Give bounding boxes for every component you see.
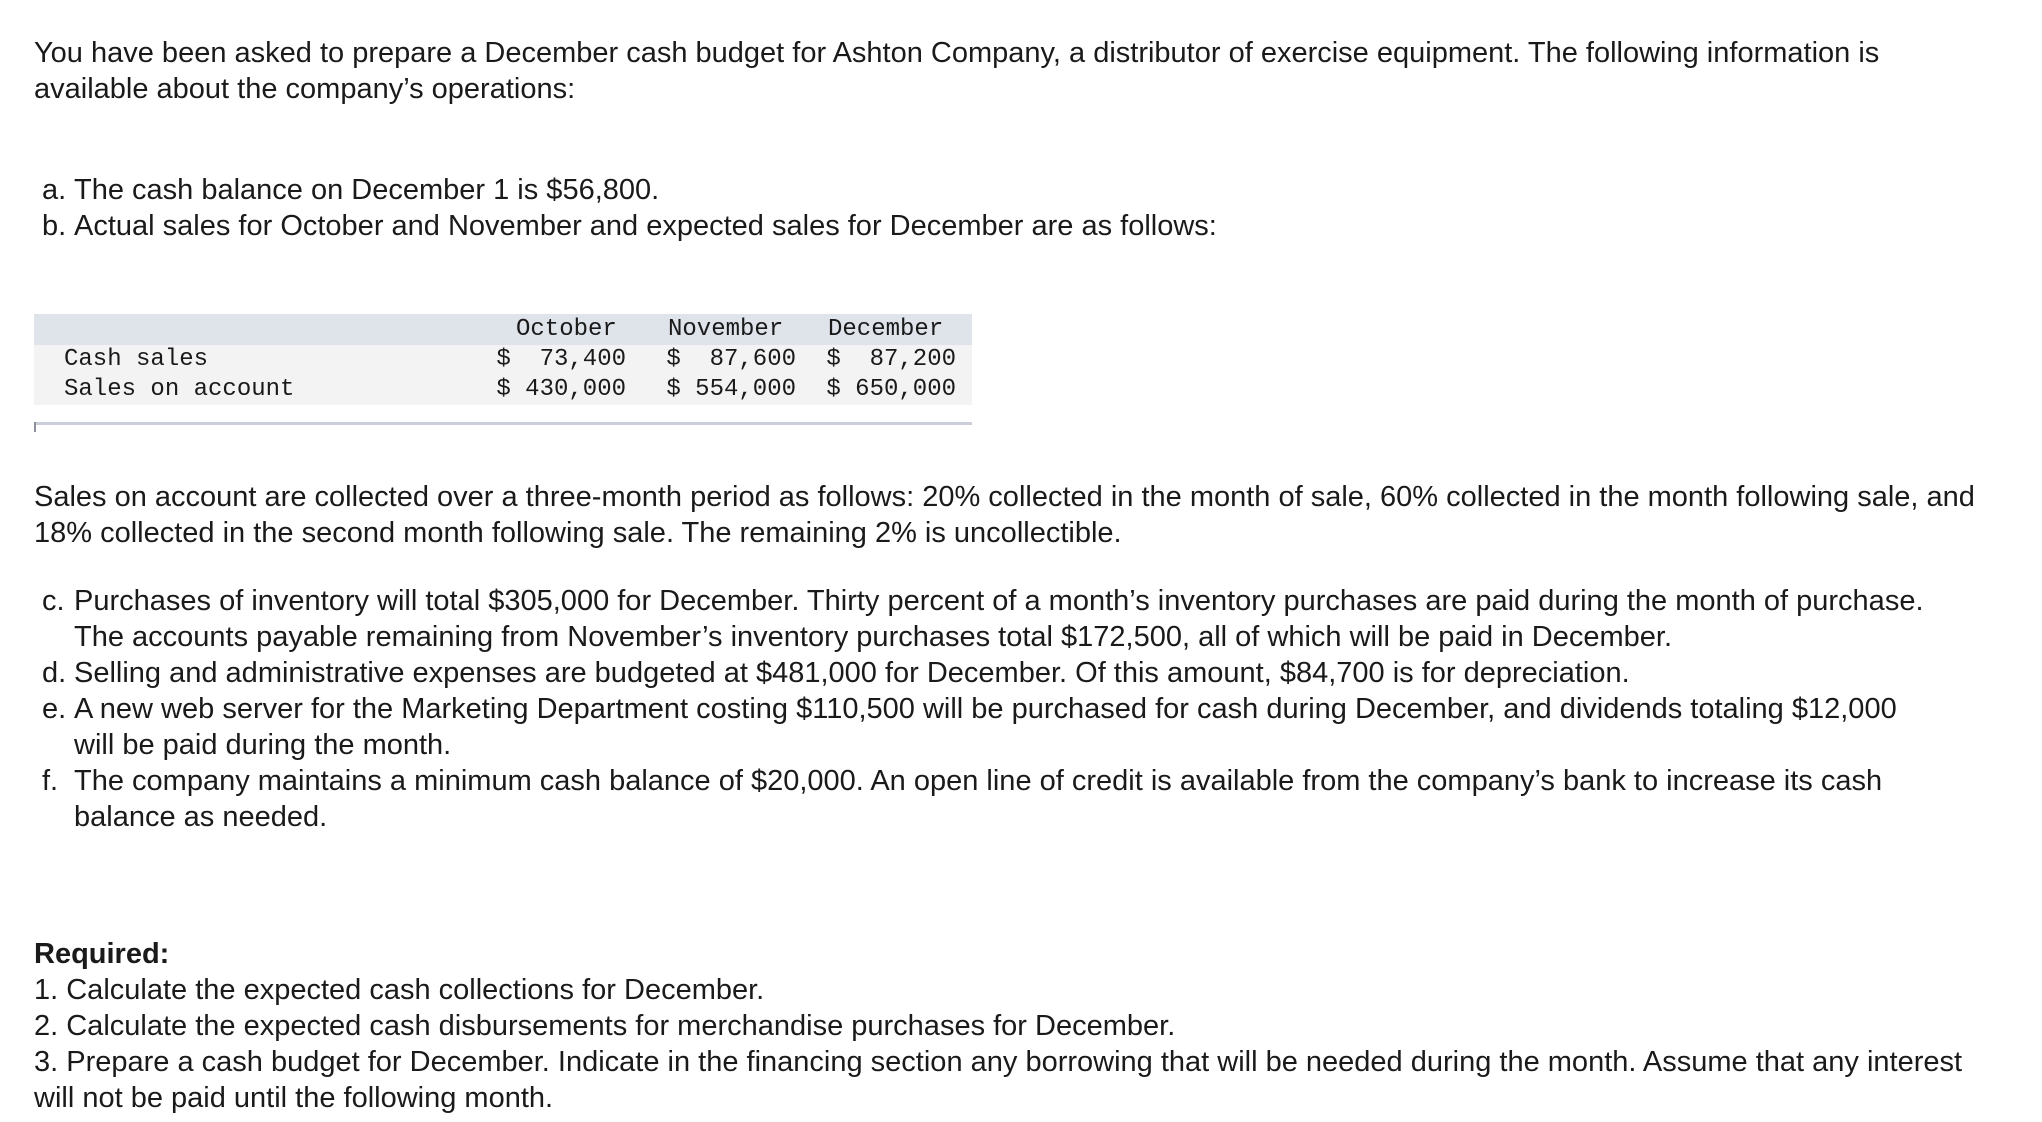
row-label-sales-on-account: Sales on account xyxy=(64,376,295,403)
required-section xyxy=(34,936,1984,1116)
cell-cash-sales-october: $ 73,400 xyxy=(496,346,626,373)
fact-label: e. xyxy=(42,693,67,725)
required-item-1: 1. Calculate the expected cash collections for December. xyxy=(34,974,765,1006)
fact-text: A new web server for the Marketing Department costing $110,500 will be purchased for cash during December, and dividends totaling $12,000 will be paid during the month. xyxy=(74,693,1897,761)
fact-label: c. xyxy=(42,585,65,617)
cell-cash-sales-december: $ 87,200 xyxy=(826,346,956,373)
sales-table xyxy=(34,314,972,432)
row-label-cash-sales: Cash sales xyxy=(64,346,209,373)
required-item-2: 2. Calculate the expected cash disbursements for merchandise purchases for December. xyxy=(34,1010,1176,1042)
column-header-december: December xyxy=(828,316,944,343)
fact-text: Actual sales for October and November and expected sales for December are as follows: xyxy=(74,210,1217,242)
cell-sales-on-account-november: $ 554,000 xyxy=(666,376,796,403)
facts-list-cf xyxy=(42,583,1942,835)
fact-item-a xyxy=(42,172,1982,208)
cell-sales-on-account-october: $ 430,000 xyxy=(496,376,626,403)
cell-sales-on-account-december: $ 650,000 xyxy=(826,376,956,403)
fact-text: Purchases of inventory will total $305,000 for December. Thirty percent of a month’s inventory purchases are paid during the month of purchase. The accounts payable remaining from November’s inventory purchases total $172,500, all of which will be paid in December. xyxy=(74,585,1924,653)
cell-cash-sales-november: $ 87,600 xyxy=(666,346,796,373)
column-header-october: October xyxy=(516,316,617,343)
fact-text: The company maintains a minimum cash balance of $20,000. An open line of credit is available from the company’s bank to increase its cash balance as needed. xyxy=(74,765,1883,833)
facts-list-ab xyxy=(42,172,1982,244)
required-item-3: 3. Prepare a cash budget for December. Indicate in the financing section any borrowing that will be needed during the month. Assume that any interest will not be paid until the following month. xyxy=(34,1046,1963,1114)
fact-item-c xyxy=(42,583,1942,655)
fact-text: Selling and administrative expenses are budgeted at $481,000 for December. Of this amount, $84,700 is for depreciation. xyxy=(74,657,1630,689)
table-bottom-rule xyxy=(34,422,972,425)
fact-text: The cash balance on December 1 is $56,800. xyxy=(74,174,660,206)
table-corner-tick xyxy=(34,422,36,432)
fact-item-e xyxy=(42,691,1942,763)
fact-label: f. xyxy=(42,765,59,797)
collections-paragraph: Sales on account are collected over a three-month period as follows: 20% collected in the month of sale, 60% collected in the month following sale, and 18% collected in the second month following sale. The remaining 2% is uncollectible. xyxy=(34,481,1975,549)
fact-item-b xyxy=(42,208,1982,244)
fact-label: a. xyxy=(42,174,67,206)
column-header-november: November xyxy=(668,316,784,343)
required-heading: Required: xyxy=(34,938,170,970)
fact-label: d. xyxy=(42,657,67,689)
fact-item-f xyxy=(42,763,1942,835)
intro-paragraph: You have been asked to prepare a December cash budget for Ashton Company, a distributor of exercise equipment. The following information is available about the company’s operations: xyxy=(34,37,1880,105)
fact-label: b. xyxy=(42,210,67,242)
fact-item-d xyxy=(42,655,1942,691)
